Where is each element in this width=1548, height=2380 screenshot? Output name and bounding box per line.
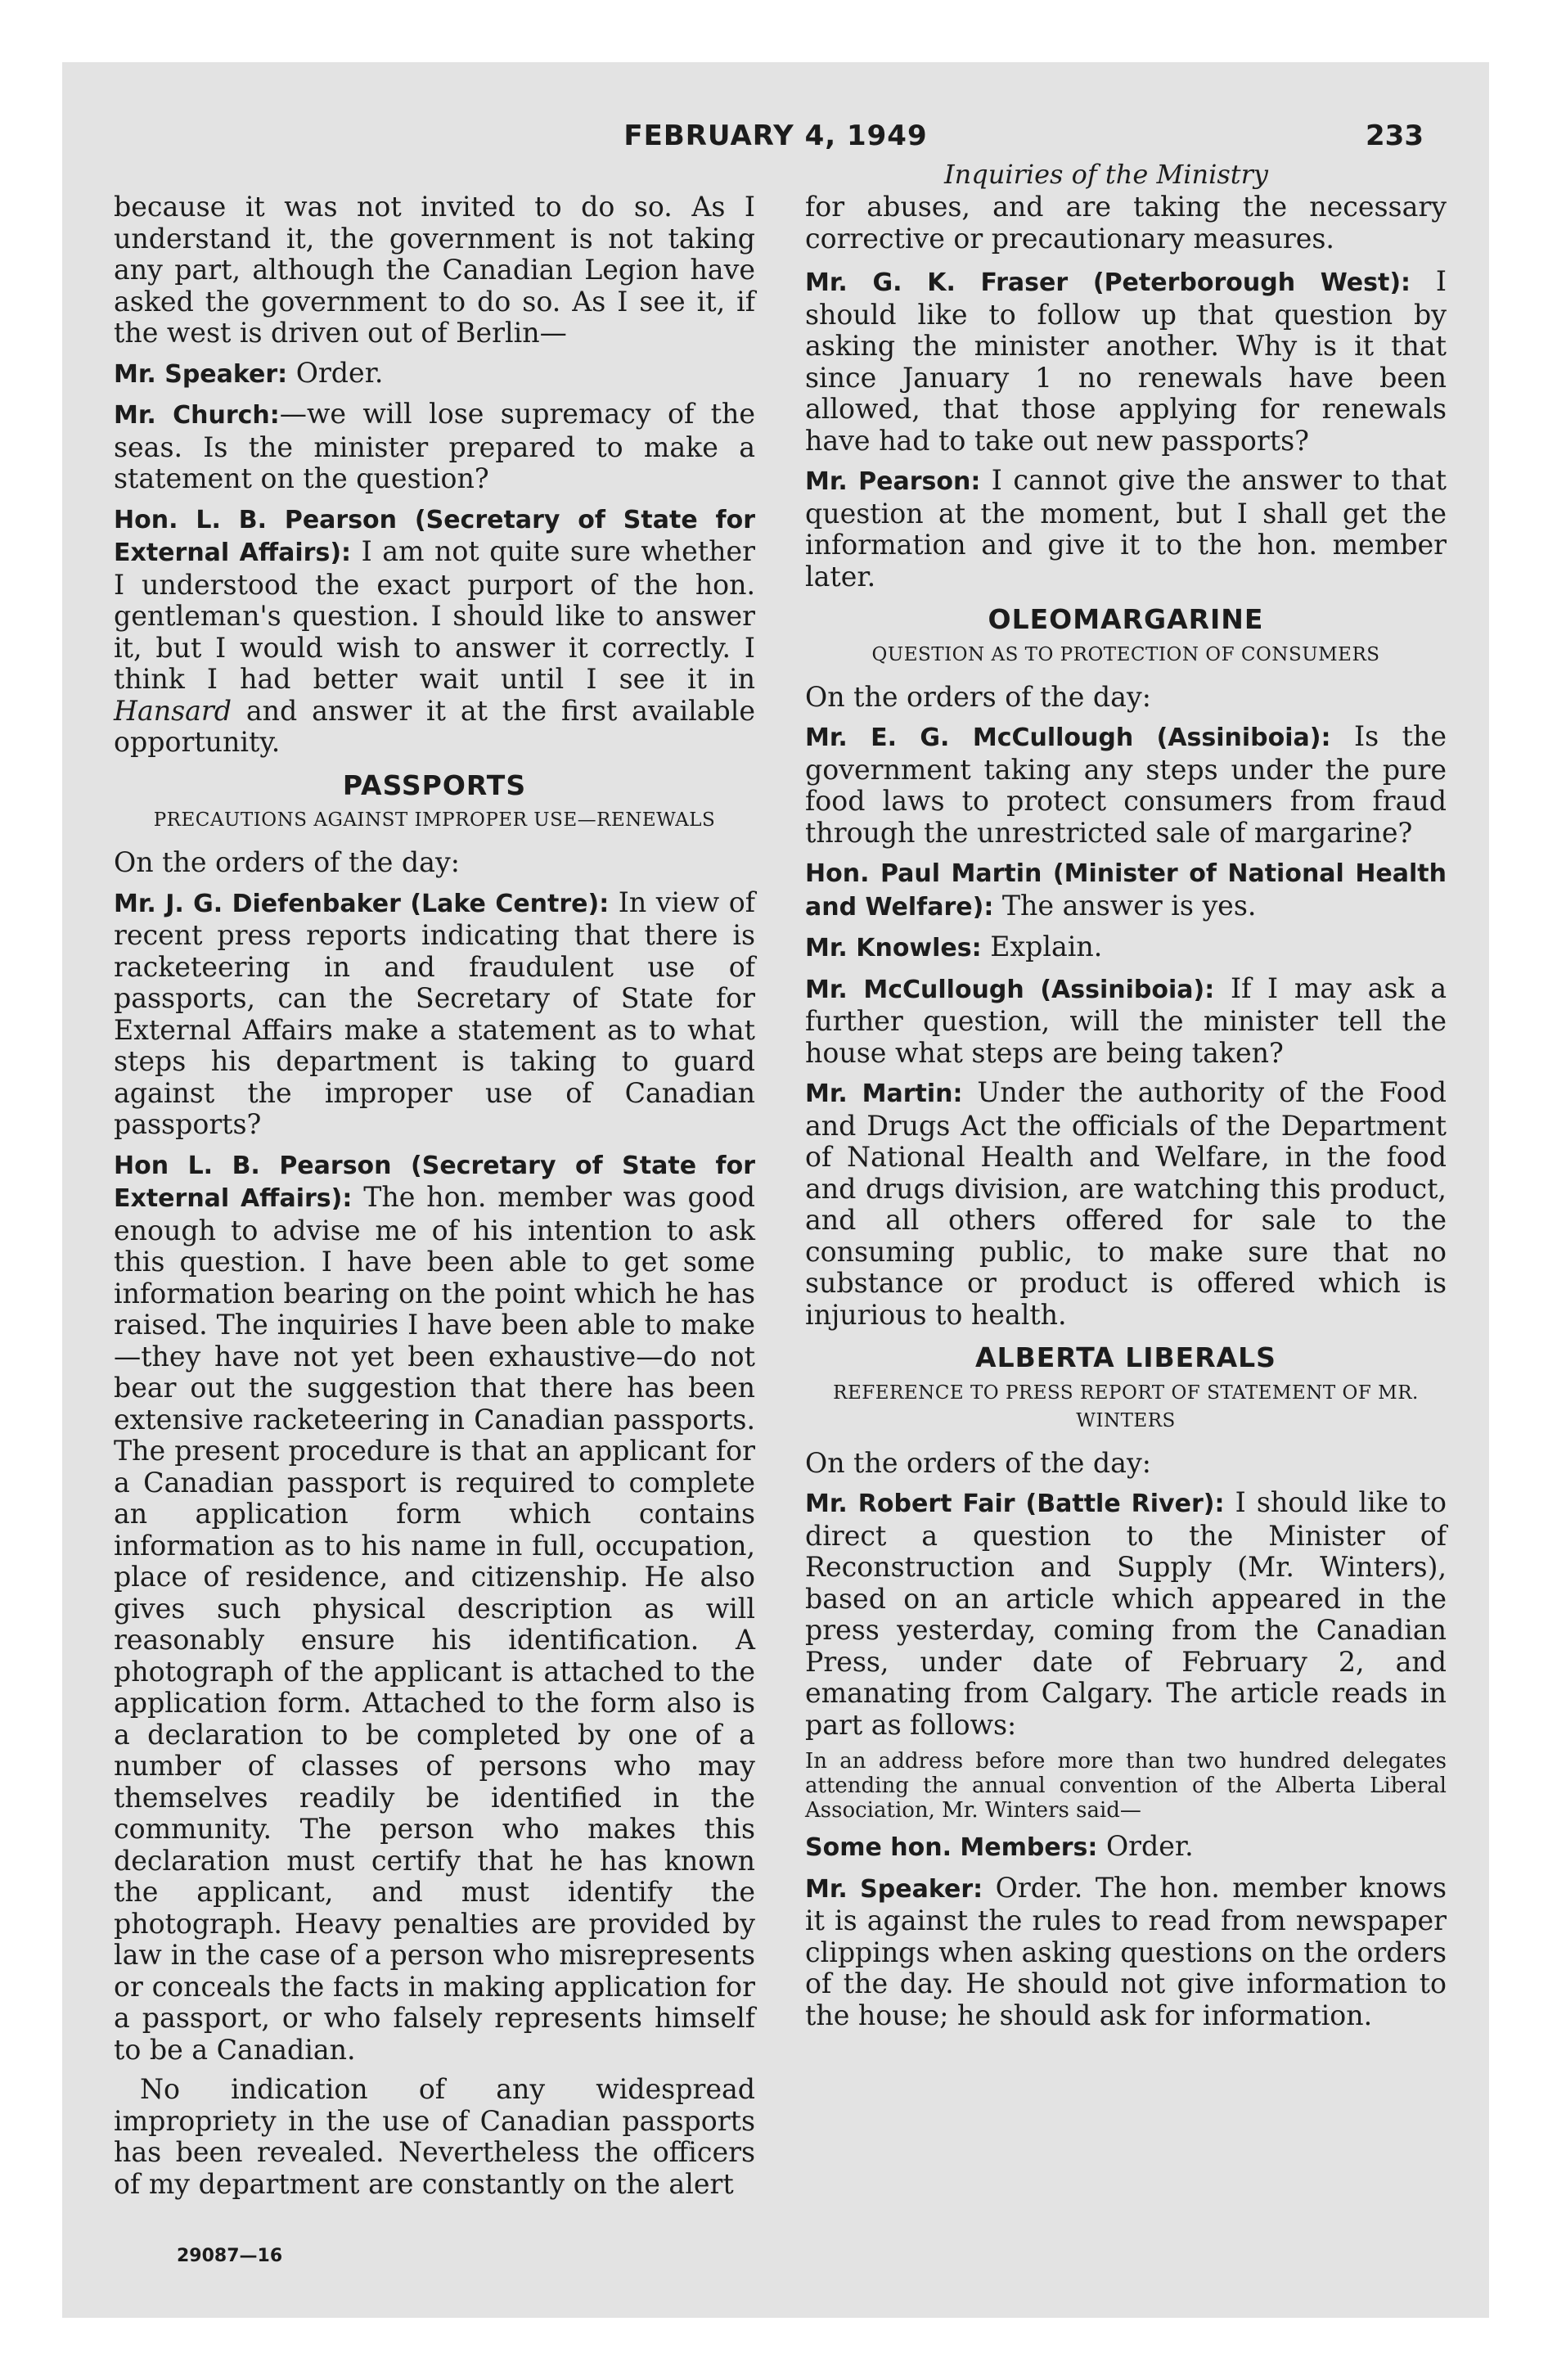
speaker-name: Mr. Speaker:	[114, 359, 288, 389]
left-column	[114, 192, 755, 2208]
speaker-name: Hon. Paul Martin (Minister of National Health and Welfare):	[805, 859, 1447, 922]
speech-text: Under the authority of the Food and Drugs Act the officials of the Department of National Health and Welfare, in the food and drugs division, are watching this product, and all others offered for sale to the consuming public, to make sure that no substance or product is offered which is injurious to health.	[805, 1076, 1447, 1331]
speech-text: Order.	[1105, 1830, 1194, 1862]
speaker-name: Hon. L. B. Pearson (Secretary of State for External Affairs):	[114, 505, 755, 567]
speech-text: The answer is yes.	[1001, 889, 1257, 922]
paragraph	[805, 465, 1447, 593]
speech-text: I should like to follow up that question by asking the minister another. Why is it that since January 1 no renewals have been allowed, that those applying for renewals have had to take out new passports?	[805, 265, 1447, 457]
speech-text: —we will lose supremacy of the seas. Is the minister prepared to make a statement on the question?	[114, 398, 755, 494]
paragraph	[805, 1487, 1447, 1741]
speech-text: The hon. member was good enough to advise me of his intention to ask this question. I have been able to get some information bearing on the point which he has raised. The inquiries I have been able to make—they have not yet been exhaustive—do not bear out the suggestion that there has been extensive racketeering in Canadian passports. The present procedure is that an applicant for a Canadian passport is required to complete an application form which contains information as to his name in full, occupation, place of residence, and citizenship. He also gives such physical description as will reasonably ensure his identification. A photograph of the applicant is attached to the application form. Attached to the form also is a declaration to be completed by one of a number of classes of persons who may themselves readily be identified in the community. The person who makes this declaration must certify that he has known the applicant, and must identify the photograph. Heavy penalties are provided by law in the case of a person who misrepresents or conceals the facts in making application for a passport, or who falsely represents himself to be a Canadian.	[114, 1181, 755, 2066]
speaker-name: Mr. McCullough (Assiniboia):	[805, 975, 1215, 1004]
paragraph	[114, 358, 755, 391]
paragraph	[114, 503, 755, 759]
speech-text: and answer it at the first available opportunity.	[114, 694, 755, 758]
speaker-name: Mr. Knowles:	[805, 934, 982, 962]
section-title: PASSPORTS	[342, 769, 527, 801]
speaker-name: Hon L. B. Pearson (Secretary of State for External Affairs):	[114, 1151, 755, 1213]
paragraph: because it was not invited to do so. As I understand it, the government is not taking any part, although the Canadian Legion have asked the government to do so. As I see it, if the west is driven out of Berlin—	[114, 191, 755, 349]
speech-text: In view of recent press reports indicating that there is racketeering in and fraudulent use of passports, can the Secretary of State for External Affairs make a statement as to what steps his department is taking to guard against the improper use of Canadian passports?	[114, 886, 755, 1140]
paragraph: On the orders of the day:	[805, 680, 1151, 713]
section-title: OLEOMARGARINE	[988, 603, 1264, 635]
italic-term: Hansard	[114, 694, 232, 727]
speaker-name: Mr. G. K. Fraser (Peterborough West):	[805, 268, 1411, 297]
section-subtitle: PRECAUTIONS AGAINST IMPROPER USE—RENEWALS	[153, 809, 716, 831]
paragraph	[805, 931, 1447, 965]
speech-text: Explain.	[990, 931, 1103, 962]
speech-text: I cannot give the answer to that question at the moment, but I shall get the information and give it to the hon. member later.	[805, 464, 1447, 593]
header-date: FEBRUARY 4, 1949	[623, 119, 928, 152]
paragraph	[805, 973, 1447, 1070]
paragraph	[805, 1077, 1447, 1331]
speaker-name: Some hon. Members:	[805, 1833, 1098, 1862]
paragraph	[805, 721, 1447, 849]
speech-text: Order. The hon. member knows it is against the rules to read from newspaper clippings when asking questions on the orders of the day. He should not give information to the house; he should ask for information.	[805, 1871, 1447, 2031]
paragraph: On the orders of the day:	[805, 1446, 1151, 1479]
speech-text: I should like to direct a question to the Minister of Reconstruction and Supply (Mr. Winters), based on an article which appeared in the press yesterday, coming from the Canadian Press, under date of February 2, and emanating from Calgary. The article reads in part as follows:	[805, 1486, 1447, 1741]
speaker-name: Mr. Martin:	[805, 1080, 963, 1108]
speech-text: Is the government taking any steps under the pure food laws to protect consumers from fraud through the unrestricted sale of margarine?	[805, 720, 1447, 849]
paragraph	[114, 887, 755, 1141]
speech-text: Order.	[295, 356, 384, 389]
paragraph: No indication of any widespread impropriety in the use of Canadian passports has been revealed. Nevertheless the officers of my department are constantly on the alert	[114, 2073, 755, 2200]
scanned-page	[62, 62, 1489, 2318]
paragraph	[805, 1831, 1447, 1864]
section-subtitle: QUESTION AS TO PROTECTION OF CONSUMERS	[871, 643, 1380, 665]
footer-code: 29087—16	[177, 2246, 283, 2266]
speaker-name: Mr. Robert Fair (Battle River):	[805, 1490, 1225, 1518]
paragraph	[114, 1149, 755, 2067]
section-subtitle: REFERENCE TO PRESS REPORT OF STATEMENT OF MR. WINTERS	[833, 1382, 1419, 1431]
speaker-name: Mr. Pearson:	[805, 467, 981, 496]
paragraph	[805, 857, 1447, 923]
speech-text: If I may ask a further question, will the minister tell the house what steps are being taken?	[805, 971, 1447, 1069]
speaker-name: Mr. Speaker:	[805, 1874, 983, 1904]
section-title: ALBERTA LIBERALS	[975, 1341, 1276, 1373]
speech-text: I am not quite sure whether I understood the exact purport of the hon. gentleman's question. I should like to answer it, but I would wish to answer it correctly. I think I had better wait until I see it in	[114, 535, 756, 695]
block-quote: In an address before more than two hundred delegates attending the annual convention of the Alberta Liberal Association, Mr. Winters said—	[805, 1749, 1447, 1823]
speaker-name: Mr. E. G. McCullough (Assiniboia):	[805, 723, 1331, 752]
paragraph: On the orders of the day:	[114, 846, 460, 878]
running-title: Inquiries of the Ministry	[944, 159, 1268, 190]
speaker-name: Mr. Church:	[114, 401, 280, 430]
paragraph	[805, 1873, 1447, 2032]
paragraph	[114, 399, 755, 495]
speaker-name: Mr. J. G. Diefenbaker (Lake Centre):	[114, 889, 610, 918]
right-column	[805, 192, 1447, 2040]
paragraph	[805, 266, 1447, 457]
paragraph: for abuses, and are taking the necessary corrective or precautionary measures.	[805, 191, 1447, 255]
page-number: 233	[1366, 119, 1424, 152]
